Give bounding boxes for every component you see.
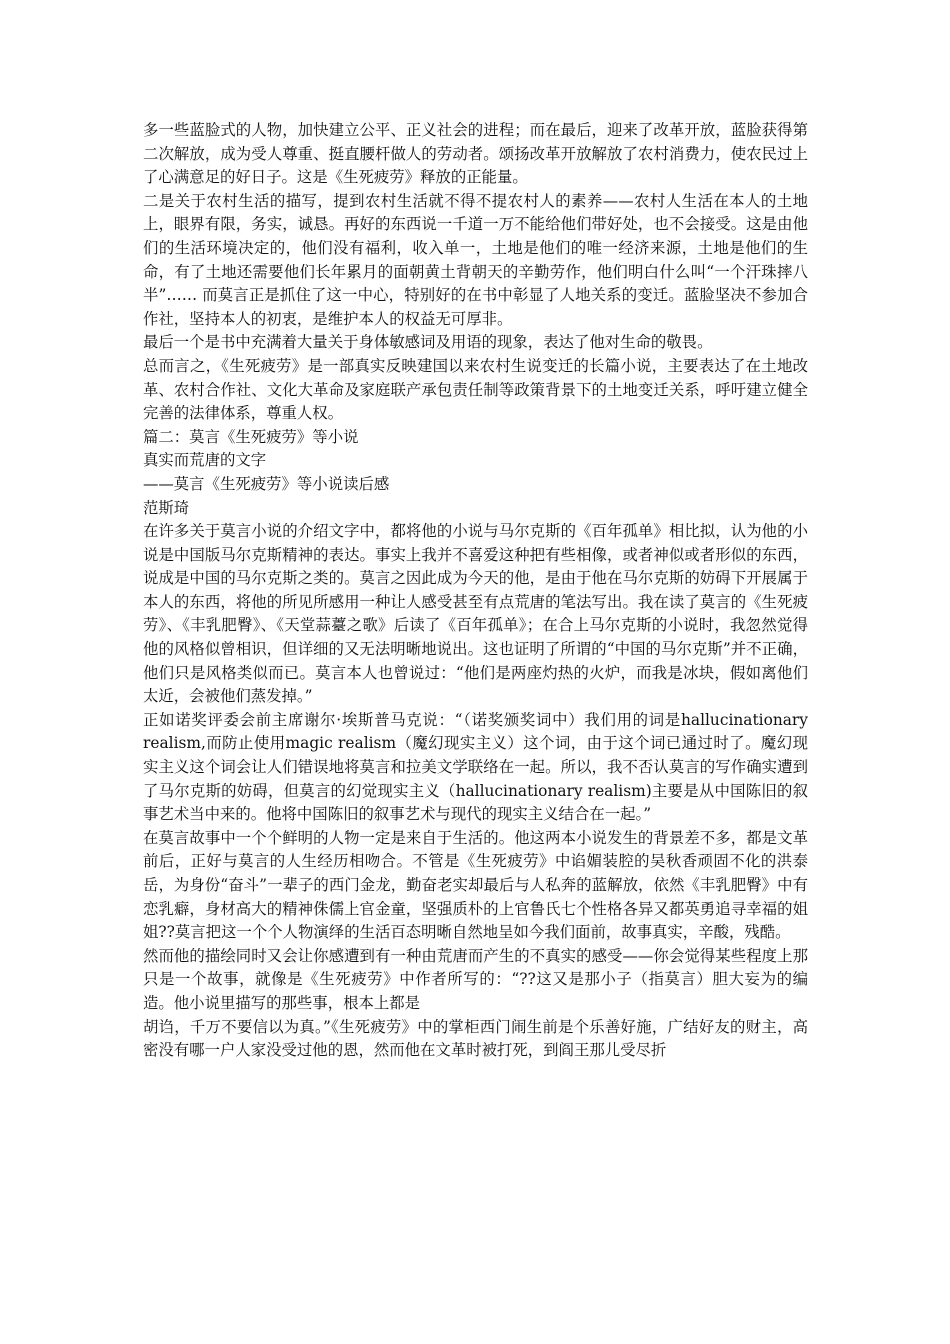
article-title: 真实而荒唐的文字 <box>143 451 267 470</box>
section-heading: 篇二：莫言《生死疲劳》等小说 <box>143 427 359 446</box>
paragraph: 胡诌，千万不要信以为真。”《生死疲劳》中的掌柜西门闹生前是个乐善好施，广结好友的财主，高密没有哪一户人家没受过他的恩，然而他在文革时被打死，到阎王那儿受尽折 <box>143 1017 808 1060</box>
paragraph: 多一些蓝脸式的人物，加快建立公平、正义社会的进程；而在最后，迎来了改革开放，蓝脸获得第二次解放，成为受人尊重、挺直腰杆做人的劳动者。颂扬改革开放解放了农村消费力，使农民过上了心满意足的好日子。这是《生死疲劳》释放的正能量。 <box>143 121 808 187</box>
paragraph: 正如诺奖评委会前主席谢尔·埃斯普马克说：“（诺奖颁奖词中）我们用的词是hallucinationary realism,而防止使用magic realism（魔幻现实主义）这个词，由于这个词已通过时了。魔幻现实主义这个词会让人们错误地将莫言和拉美文学联络在一起。所以，我不否认莫言的写作确实遭到了马尔克斯的妨碍，但莫言的幻觉现实主义（hallucinationary realism)主要是从中国陈旧的叙事艺术当中来的。他将中国陈旧的叙事艺术与现代的现实主义结合在一起。” <box>143 710 808 824</box>
article-subtitle: ——莫言《生死疲劳》等小说读后感 <box>143 474 390 493</box>
paragraph: 在莫言故事中一个个鲜明的人物一定是来自于生活的。他这两本小说发生的背景差不多，都是文革前后，正好与莫言的人生经历相吻合。不管是《生死疲劳》中谄媚装腔的吴秋香顽固不化的洪泰岳，为身份“奋斗”一辈子的西门金龙，勤奋老实却最后与人私奔的蓝解放，依然《丰乳肥臀》中有恋乳癖，身材高大的精神侏儒上官金童，坚强质朴的上官鲁氏七个性格各异又都英勇追寻幸福的姐姐??莫言把这一个个人物演绎的生活百态明晰自然地呈如今我们面前，故事真实，辛酸，残酷。 <box>143 828 808 942</box>
paragraph: 最后一个是书中充满着大量关于身体敏感词及用语的现象，表达了他对生命的敬畏。 <box>143 333 713 352</box>
document-page <box>143 119 808 1063</box>
author-name: 范斯琦 <box>143 498 190 517</box>
paragraph: 总而言之，《生死疲劳》是一部真实反映建国以来农村生说变迁的长篇小说，主要表达了在土地改革、农村合作社、文化大革命及家庭联产承包责任制等政策背景下的土地变迁关系，呼吁建立健全完善的法律体系，尊重人权。 <box>143 356 808 423</box>
paragraph: 然而他的描绘同时又会让你感遭到有一种由荒唐而产生的不真实的感受——你会觉得某些程度上那只是一个故事，就像是《生死疲劳》中作者所写的：“??这又是那小子（指莫言）胆大妄为的编造。他小说里描写的那些事，根本上都是 <box>143 946 808 1012</box>
paragraph: 二是关于农村生活的描写，提到农村生活就不得不提农村人的素养——农村人生活在本人的土地上，眼界有限，务实，诚恳。再好的东西说一千道一万不能给他们带好处，也不会接受。这是由他们的生活环境决定的，他们没有福利，收入单一，土地是他们的唯一经济来源，土地是他们的生命，有了土地还需要他们长年累月的面朝黄土背朝天的辛勤劳作，他们明白什么叫“一个汗珠摔八半”‥‥‥ 而莫言正是抓住了这一中心，特别好的在书中彰显了人地关系的变迁。蓝脸坚决不参加合作社，坚持本人的初衷，是维护本人的权益无可厚非。 <box>143 191 808 328</box>
paragraph: 在许多关于莫言小说的介绍文字中，都将他的小说与马尔克斯的《百年孤单》相比拟，认为他的小说是中国版马尔克斯精神的表达。事实上我并不喜爱这种把有些相像，或者神似或者形似的东西，说成是中国的马尔克斯之类的。莫言之因此成为今天的他，是由于他在马尔克斯的妨碍下开展属于本人的东西，将他的所见所感用一种让人感受甚至有点荒唐的笔法写出。我在读了莫言的《生死疲劳》、《丰乳肥臀》、《天堂蒜薹之歌》后读了《百年孤单》；在合上马尔克斯的小说时，我忽然觉得他的风格似曾相识，但详细的又无法明晰地说出。这也证明了所谓的“中国的马尔克斯”并不正确，他们只是风格类似而已。莫言本人也曾说过：“他们是两座灼热的火炉，而我是冰块，假如离他们太近，会被他们蒸发掉。” <box>143 522 808 706</box>
